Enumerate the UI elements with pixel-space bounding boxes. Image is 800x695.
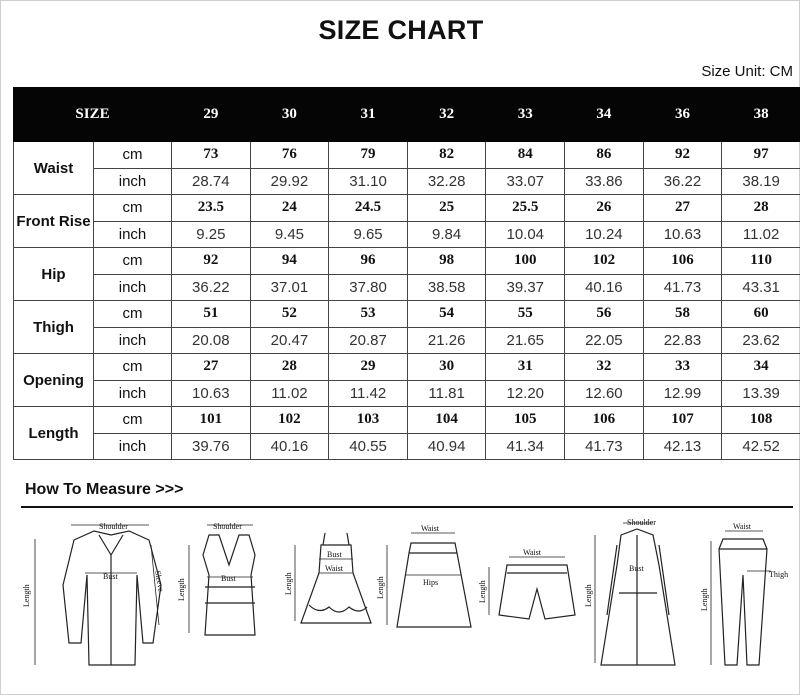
size-col-header: 34: [565, 88, 644, 142]
unit-cell: inch: [94, 221, 172, 248]
table-cell: 23.5: [172, 195, 251, 222]
table-cell: 32: [565, 354, 644, 381]
table-cell: 24.5: [329, 195, 408, 222]
table-cell: 60: [722, 301, 800, 328]
table-cell: 39.76: [172, 433, 251, 460]
table-cell: 106: [643, 248, 722, 275]
page-title: SIZE CHART: [318, 15, 484, 45]
table-cell: 30: [407, 354, 486, 381]
table-cell: 79: [329, 142, 408, 169]
table-cell: 32.28: [407, 168, 486, 195]
table-row: [14, 168, 800, 195]
table-cell: 38.58: [407, 274, 486, 301]
measurement-name: Length: [14, 407, 94, 460]
table-cell: 39.37: [486, 274, 565, 301]
waist-label: Waist: [733, 522, 752, 531]
waist-label: Waist: [325, 564, 344, 573]
length-label: Length: [478, 580, 487, 603]
table-cell: 25: [407, 195, 486, 222]
table-cell: 11.02: [250, 380, 329, 407]
table-cell: 98: [407, 248, 486, 275]
table-cell: 96: [329, 248, 408, 275]
unit-cell: inch: [94, 380, 172, 407]
measurement-name: Thigh: [14, 301, 94, 354]
table-cell: 28.74: [172, 168, 251, 195]
table-cell: 33.86: [565, 168, 644, 195]
bust-label: Bust: [103, 572, 118, 581]
table-cell: 43.31: [722, 274, 800, 301]
heading-divider: [21, 506, 793, 508]
length-label: Length: [177, 578, 186, 601]
table-cell: 33: [643, 354, 722, 381]
table-cell: 21.65: [486, 327, 565, 354]
length-label: Length: [22, 584, 31, 607]
size-header-row: [14, 88, 800, 142]
table-cell: 86: [565, 142, 644, 169]
size-col-header: 36: [643, 88, 722, 142]
pants-diagram: [700, 522, 788, 665]
bust-label: Bust: [629, 564, 644, 573]
table-cell: 12.20: [486, 380, 565, 407]
table-cell: 73: [172, 142, 251, 169]
table-cell: 105: [486, 407, 565, 434]
table-row: [14, 380, 800, 407]
table-cell: 28: [250, 354, 329, 381]
table-cell: 40.55: [329, 433, 408, 460]
table-cell: 107: [643, 407, 722, 434]
unit-cell: inch: [94, 433, 172, 460]
tank-diagram: [177, 522, 255, 635]
table-cell: 10.63: [172, 380, 251, 407]
table-cell: 76: [250, 142, 329, 169]
table-row: [14, 195, 800, 222]
table-cell: 54: [407, 301, 486, 328]
table-cell: 84: [486, 142, 565, 169]
thigh-label: Thigh: [769, 570, 789, 579]
table-cell: 58: [643, 301, 722, 328]
table-cell: 108: [722, 407, 800, 434]
table-cell: 9.45: [250, 221, 329, 248]
table-cell: 24: [250, 195, 329, 222]
table-cell: 101: [172, 407, 251, 434]
table-cell: 40.94: [407, 433, 486, 460]
table-row: [14, 301, 800, 328]
length-label: Length: [584, 584, 593, 607]
unit-cell: inch: [94, 168, 172, 195]
size-header-label: SIZE: [14, 88, 172, 142]
table-row: [14, 248, 800, 275]
table-cell: 82: [407, 142, 486, 169]
measurement-name: Opening: [14, 354, 94, 407]
unit-cell: inch: [94, 274, 172, 301]
shoulder-label: Shoulder: [627, 518, 656, 527]
table-cell: 33.07: [486, 168, 565, 195]
table-cell: 11.81: [407, 380, 486, 407]
table-cell: 10.24: [565, 221, 644, 248]
table-cell: 11.02: [722, 221, 800, 248]
unit-cell: cm: [94, 142, 172, 169]
size-col-header: 38: [722, 88, 800, 142]
waist-label: Waist: [523, 548, 542, 557]
table-cell: 100: [486, 248, 565, 275]
size-table: [13, 87, 800, 460]
table-cell: 94: [250, 248, 329, 275]
table-cell: 97: [722, 142, 800, 169]
table-cell: 20.08: [172, 327, 251, 354]
table-cell: 37.80: [329, 274, 408, 301]
table-cell: 26: [565, 195, 644, 222]
table-cell: 41.73: [643, 274, 722, 301]
table-cell: 20.47: [250, 327, 329, 354]
table-cell: 36.22: [643, 168, 722, 195]
table-cell: 25.5: [486, 195, 565, 222]
table-cell: 55: [486, 301, 565, 328]
table-cell: 37.01: [250, 274, 329, 301]
table-row: [14, 407, 800, 434]
table-cell: 52: [250, 301, 329, 328]
length-label: Length: [700, 588, 709, 611]
unit-cell: inch: [94, 327, 172, 354]
measure-illustrations: [19, 515, 799, 690]
table-cell: 9.25: [172, 221, 251, 248]
size-col-header: 31: [329, 88, 408, 142]
table-cell: 22.83: [643, 327, 722, 354]
table-cell: 102: [250, 407, 329, 434]
table-row: [14, 142, 800, 169]
table-row: [14, 221, 800, 248]
size-unit-label: Size Unit: CM: [701, 63, 793, 80]
skirt-diagram: [376, 524, 471, 627]
table-cell: 40.16: [250, 433, 329, 460]
table-cell: 92: [643, 142, 722, 169]
shorts-diagram: [478, 548, 575, 619]
table-cell: 34: [722, 354, 800, 381]
unit-cell: cm: [94, 407, 172, 434]
table-cell: 28: [722, 195, 800, 222]
table-cell: 22.05: [565, 327, 644, 354]
size-col-header: 29: [172, 88, 251, 142]
unit-cell: cm: [94, 301, 172, 328]
measurement-name: Front Rise: [14, 195, 94, 248]
table-cell: 41.34: [486, 433, 565, 460]
table-cell: 29.92: [250, 168, 329, 195]
table-row: [14, 354, 800, 381]
table-cell: 20.87: [329, 327, 408, 354]
bust-label: Bust: [221, 574, 236, 583]
unit-cell: cm: [94, 195, 172, 222]
table-cell: 21.26: [407, 327, 486, 354]
table-cell: 104: [407, 407, 486, 434]
sleeve-label: Sleeve: [153, 569, 166, 593]
table-cell: 27: [643, 195, 722, 222]
table-cell: 110: [722, 248, 800, 275]
table-cell: 38.19: [722, 168, 800, 195]
table-cell: 11.42: [329, 380, 408, 407]
table-cell: 12.60: [565, 380, 644, 407]
unit-cell: cm: [94, 354, 172, 381]
length-label: Length: [376, 576, 385, 599]
table-cell: 13.39: [722, 380, 800, 407]
shoulder-label: Shoulder: [99, 522, 128, 531]
measure-diagrams: [19, 515, 799, 690]
table-cell: 103: [329, 407, 408, 434]
table-row: [14, 327, 800, 354]
measurement-name: Hip: [14, 248, 94, 301]
table-cell: 41.73: [565, 433, 644, 460]
table-cell: 31: [486, 354, 565, 381]
table-cell: 53: [329, 301, 408, 328]
table-row: [14, 274, 800, 301]
table-cell: 92: [172, 248, 251, 275]
table-cell: 29: [329, 354, 408, 381]
measurement-name: Waist: [14, 142, 94, 195]
table-cell: 102: [565, 248, 644, 275]
table-cell: 23.62: [722, 327, 800, 354]
table-cell: 42.52: [722, 433, 800, 460]
table-cell: 36.22: [172, 274, 251, 301]
dress-diagram: [284, 533, 371, 623]
length-label: Length: [284, 572, 293, 595]
size-col-header: 30: [250, 88, 329, 142]
hips-label: Hips: [423, 578, 439, 587]
waist-label: Waist: [421, 524, 440, 533]
how-to-measure-heading: How To Measure >>>: [25, 481, 184, 498]
table-cell: 56: [565, 301, 644, 328]
table-cell: 12.99: [643, 380, 722, 407]
size-col-header: 32: [407, 88, 486, 142]
table-cell: 40.16: [565, 274, 644, 301]
table-cell: 27: [172, 354, 251, 381]
size-table-body: [14, 142, 800, 460]
table-cell: 10.04: [486, 221, 565, 248]
table-cell: 51: [172, 301, 251, 328]
table-cell: 9.84: [407, 221, 486, 248]
table-row: [14, 433, 800, 460]
table-cell: 10.63: [643, 221, 722, 248]
table-cell: 31.10: [329, 168, 408, 195]
table-cell: 42.13: [643, 433, 722, 460]
shoulder-label: Shoulder: [213, 522, 242, 531]
coat-diagram: [584, 518, 675, 665]
table-cell: 9.65: [329, 221, 408, 248]
blouse-diagram: [22, 522, 166, 665]
unit-cell: cm: [94, 248, 172, 275]
table-cell: 106: [565, 407, 644, 434]
bust-label: Bust: [327, 550, 342, 559]
size-col-header: 33: [486, 88, 565, 142]
